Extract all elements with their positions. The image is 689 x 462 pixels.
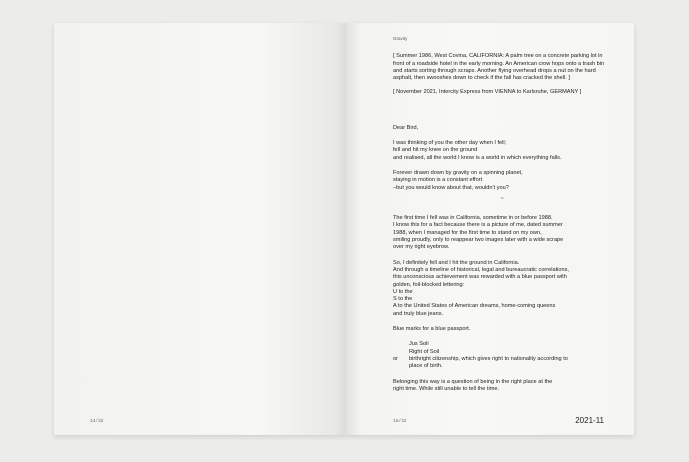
book-spread <box>54 23 634 435</box>
stanza-line: staying in motion is a constant effort <box>393 177 483 184</box>
paragraph-line: S to the <box>393 296 413 303</box>
definition-line: place of birth. <box>409 363 443 370</box>
date-mark: 2021-11 <box>575 416 604 425</box>
scene-note-1: [ Summer 1986, West Covina, CALIFORNIA: A palm tree on a concrete parking lot in front of a roadside hotel in the early morning. An American crow hops onto a trash bin and starts sorting through scraps. Another flying overhead drops a nut on the hard asphalt, then swooshes down to check if the fall has cracked the shell. ] <box>393 53 605 82</box>
stanza-line: fell and hit my knee on the ground <box>393 147 478 154</box>
stanza-1 <box>393 140 611 162</box>
stanza-line: Forever drawn down by gravity on a spinning planet, <box>393 169 523 176</box>
paragraph-line: So, I definitely fell and I hit the ground in California. <box>393 259 520 266</box>
paragraph-belonging <box>393 379 611 394</box>
scene-note-2: [ November 2021, Intercity Express from VIENNA to Karlsruhe, GERMANY ] <box>393 89 582 96</box>
paragraph-line: Belonging this way is a question of being in the right place at the <box>393 378 553 385</box>
stanza-line: and realised, all the world I know is a world in which everything falls. <box>393 154 562 161</box>
definition-line: Right of Soil <box>409 348 440 355</box>
paragraph-line: over my right eyebrow. <box>393 244 450 251</box>
stanza-line: –but you would know about that, wouldn't you? <box>393 184 509 191</box>
paragraph-first-fall <box>393 215 611 251</box>
right-page-number: 15/32 <box>393 419 407 424</box>
paragraph-line: The first time I fell was in California, sometime in or before 1988. <box>393 215 553 222</box>
right-page <box>346 23 634 435</box>
paragraph-line: right time. While still unable to tell the time. <box>393 385 500 392</box>
stanza-line: I was thinking of you the other day when I fell; <box>393 140 507 147</box>
left-page-number: 14/32 <box>90 419 104 424</box>
paragraph-line: And through a timeline of historical, legal and bureaucratic correlations, <box>393 266 569 273</box>
paragraph-line: this unconscious achievement was rewarded with a blue passport with <box>393 274 567 281</box>
paragraph-line: U to the <box>393 288 413 295</box>
definition-line: birthright citizenship, which gives right to nationality according to <box>409 355 568 362</box>
paragraph-line: I know this for a fact because there is a picture of me, dated summer <box>393 222 563 229</box>
right-page-text <box>393 35 611 393</box>
paragraph-line: smiling proudly, only to reappear two images later with a wide scrape <box>393 237 564 244</box>
running-head: Gravity <box>393 36 408 41</box>
salutation: Dear Bird, <box>393 124 419 131</box>
paragraph-line: A to the United States of American dreams, home-coming queens <box>393 303 556 310</box>
section-separator: ~ <box>500 195 504 202</box>
definition-line: Jus Soli <box>409 341 429 348</box>
paragraph-line: golden, foil-blocked lettering: <box>393 281 465 288</box>
paragraph-line: 1988, when I managed for the first time to stand on my own, <box>393 229 542 236</box>
blue-marks-line: Blue marks for a blue passport. <box>393 326 471 333</box>
left-page <box>54 23 346 435</box>
paragraph-line: and truly blue jeans. <box>393 310 444 317</box>
paragraph-passport <box>393 260 611 318</box>
jus-soli-definition <box>393 341 611 370</box>
stanza-2 <box>393 170 611 192</box>
definition-or: or <box>393 355 398 362</box>
